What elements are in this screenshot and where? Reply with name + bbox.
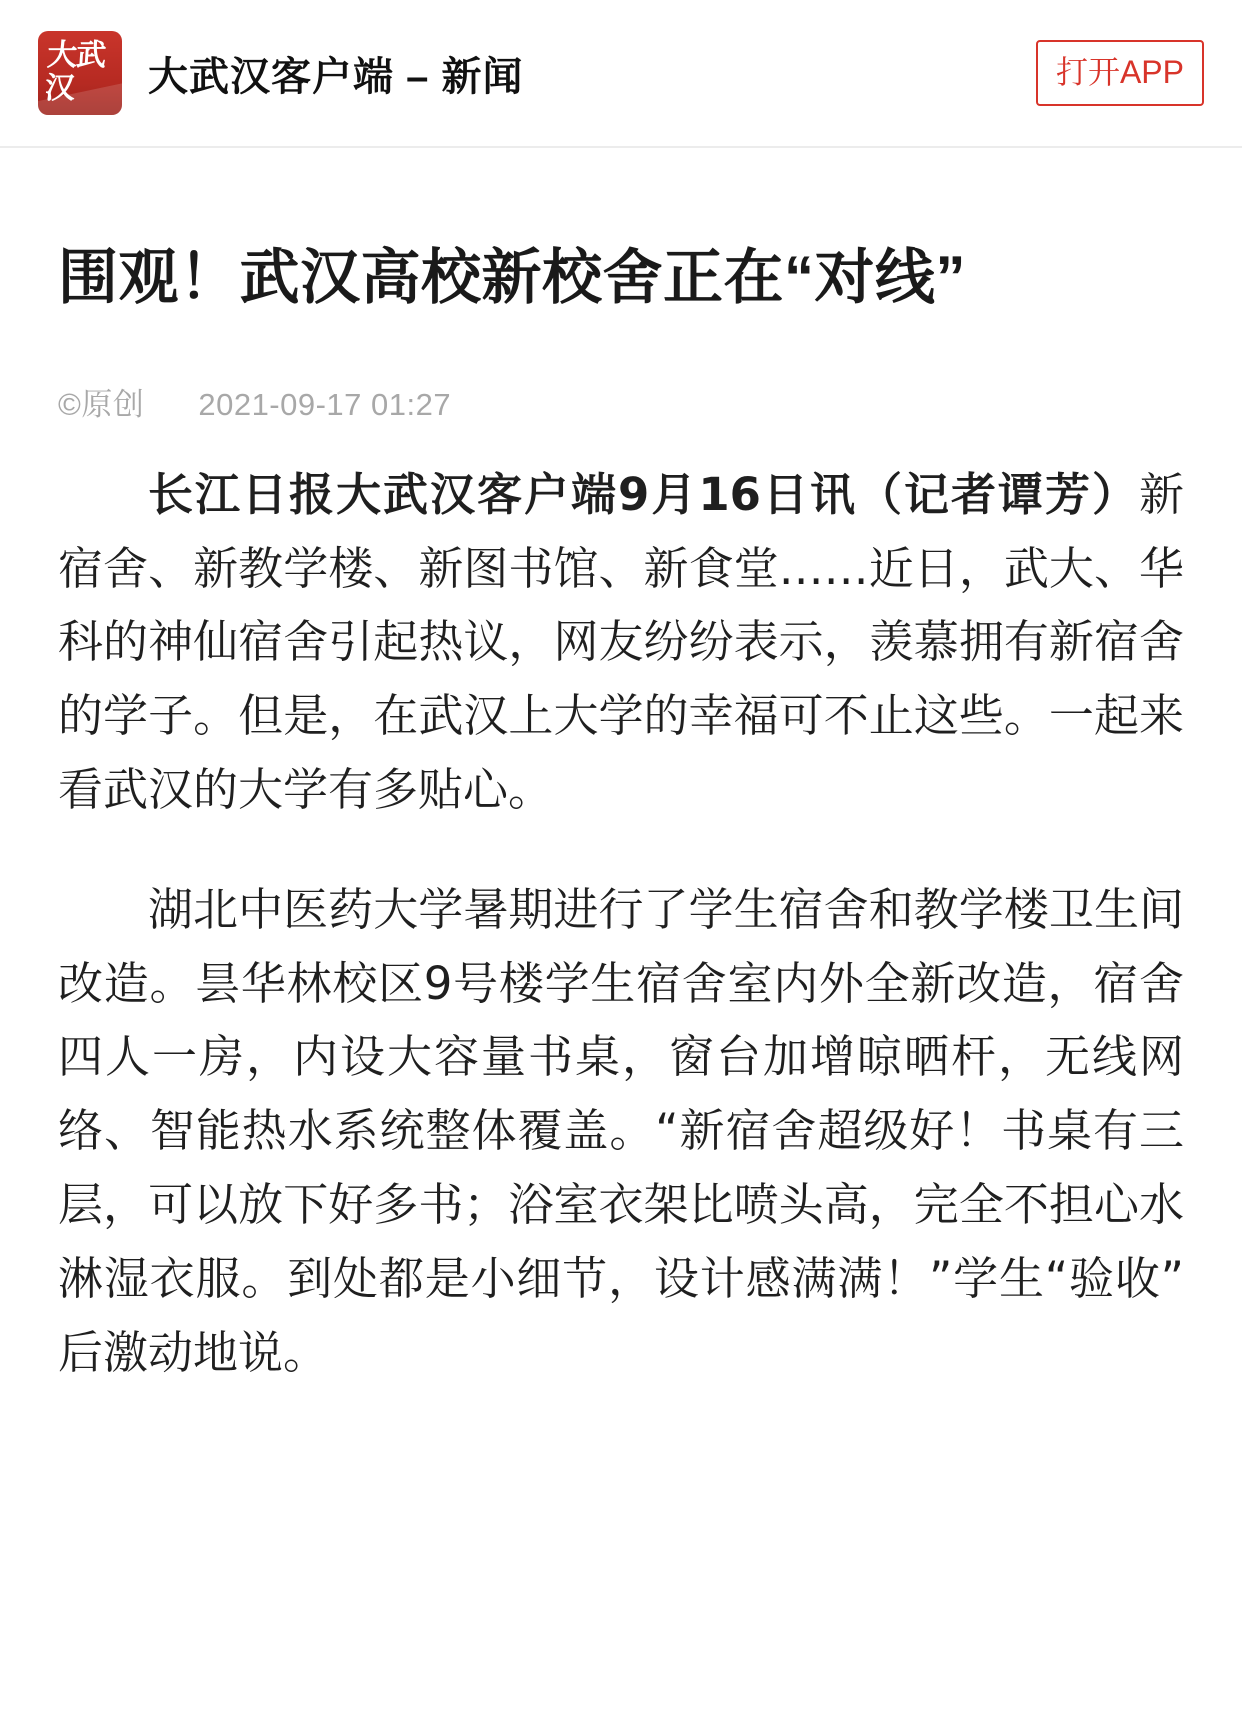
site-header [0, 0, 1242, 148]
paragraph-lead: 长江日报大武汉客户端9月16日讯（记者谭芳） [148, 467, 1139, 521]
original-badge: ©原创 [58, 386, 145, 422]
open-app-button[interactable]: 打开APP [1036, 40, 1204, 106]
article-headline: 围观！武汉高校新校舍正在“对线” [58, 244, 966, 311]
article-paragraph [58, 458, 1184, 827]
logo-text: 大武 汉 [43, 38, 107, 106]
paragraph-text: 新宿舍、新教学楼、新图书馆、新食堂……近日，武大、华科的神仙宿舍引起热议，网友纷纷表示，羡慕拥有新宿舍的学子。但是，在武汉上大学的幸福可不止这些。一起来看武汉的大学有多贴心。 [58, 467, 1184, 816]
article-body [58, 458, 1184, 1390]
article-meta [58, 379, 1184, 424]
article-paragraph [58, 873, 1184, 1390]
brand[interactable] [38, 31, 523, 115]
dawuhan-logo-icon [38, 31, 122, 115]
article-container [0, 240, 1242, 1389]
paragraph-text: 湖北中医药大学暑期进行了学生宿舍和教学楼卫生间改造。昙华林校区9号楼学生宿舍室内外全新改造，宿舍四人一房，内设大容量书桌，窗台加增晾晒杆，无线网络、智能热水系统整体覆盖。“新宿舍超级好！书桌有三层，可以放下好多书；浴室衣架比喷头高，完全不担心水淋湿衣服。到处都是小细节，设计感满满！”学生“验收”后激动地说。 [58, 882, 1184, 1379]
site-title: 大武汉客户端 – 新闻 [148, 54, 524, 99]
publish-timestamp: 2021-09-17 01:27 [198, 386, 452, 422]
